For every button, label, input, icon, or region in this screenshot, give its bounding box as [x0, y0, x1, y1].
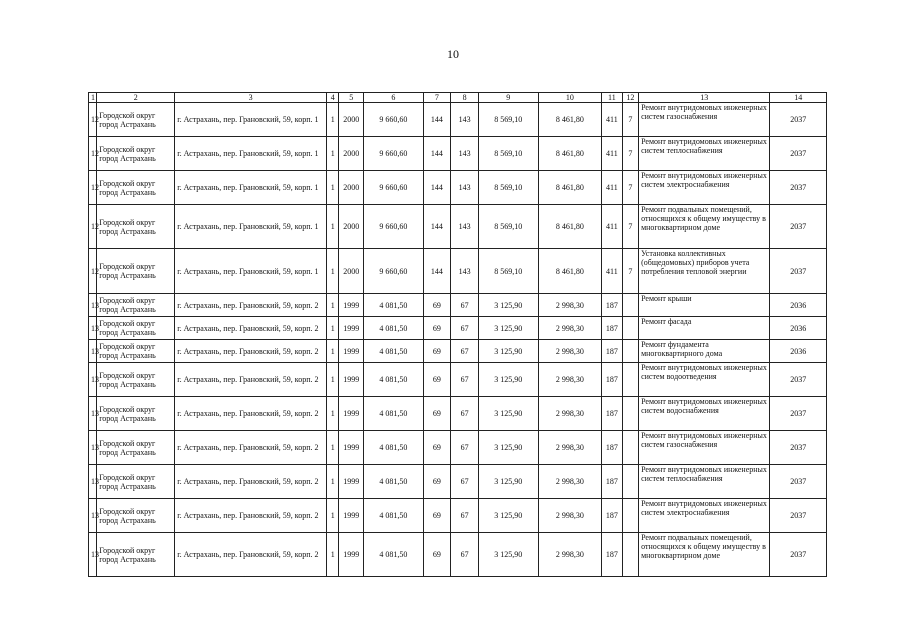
cell-planned-year: 2037	[770, 171, 827, 205]
cell-area-9: 8 569,10	[478, 205, 538, 249]
cell-col-7: 144	[423, 103, 451, 137]
cell-col-7: 69	[423, 397, 451, 431]
cell-residents: 187	[602, 465, 623, 499]
cell-col-4: 1	[327, 294, 339, 317]
cell-col-12: 7	[622, 249, 638, 294]
cell-area-10: 2 998,30	[538, 317, 602, 340]
cell-residents: 187	[602, 317, 623, 340]
cell-area-9: 3 125,90	[478, 340, 538, 363]
cell-col-12	[622, 397, 638, 431]
cell-col-8: 143	[451, 205, 479, 249]
cell-residents: 411	[602, 205, 623, 249]
cell-col-7: 69	[423, 499, 451, 533]
cell-work-type: Ремонт фасада	[639, 317, 770, 340]
cell-group-number: 13	[89, 465, 97, 499]
cell-col-7: 69	[423, 317, 451, 340]
cell-year: 1999	[339, 431, 364, 465]
cell-year: 1999	[339, 499, 364, 533]
cell-col-12	[622, 363, 638, 397]
cell-work-type: Ремонт подвальных помещений, относящихся к общему имуществу в многоквартирном доме	[639, 533, 770, 577]
cell-col-8: 67	[451, 363, 479, 397]
cell-municipality: Городской округ город Астрахань	[97, 533, 175, 577]
cell-work-type: Ремонт внутридомовых инженерных систем водоснабжения	[639, 397, 770, 431]
cell-group-number: 13	[89, 363, 97, 397]
cell-address: г. Астрахань, пер. Грановский, 59, корп. 1	[175, 249, 327, 294]
cell-col-7: 144	[423, 171, 451, 205]
cell-residents: 411	[602, 171, 623, 205]
cell-col-4: 1	[327, 137, 339, 171]
cell-address: г. Астрахань, пер. Грановский, 59, корп. 2	[175, 431, 327, 465]
table-row	[89, 249, 827, 294]
cell-col-12	[622, 533, 638, 577]
cell-group-number: 13	[89, 397, 97, 431]
column-number-4: 4	[327, 93, 339, 103]
cell-work-type: Ремонт внутридомовых инженерных систем электроснабжения	[639, 499, 770, 533]
cell-address: г. Астрахань, пер. Грановский, 59, корп. 1	[175, 171, 327, 205]
cell-planned-year: 2037	[770, 137, 827, 171]
cell-work-type: Ремонт внутридомовых инженерных систем газоснабжения	[639, 431, 770, 465]
cell-planned-year: 2036	[770, 294, 827, 317]
cell-col-7: 69	[423, 294, 451, 317]
cell-planned-year: 2037	[770, 103, 827, 137]
cell-col-8: 67	[451, 397, 479, 431]
cell-group-number: 13	[89, 294, 97, 317]
table-row	[89, 363, 827, 397]
cell-area-10: 8 461,80	[538, 249, 602, 294]
cell-total-area: 4 081,50	[364, 340, 424, 363]
cell-col-12	[622, 431, 638, 465]
cell-area-9: 3 125,90	[478, 533, 538, 577]
cell-col-12: 7	[622, 137, 638, 171]
cell-total-area: 9 660,60	[364, 171, 424, 205]
table-row	[89, 499, 827, 533]
cell-planned-year: 2036	[770, 340, 827, 363]
cell-col-4: 1	[327, 103, 339, 137]
cell-work-type: Ремонт внутридомовых инженерных систем водоотведения	[639, 363, 770, 397]
cell-address: г. Астрахань, пер. Грановский, 59, корп. 1	[175, 205, 327, 249]
cell-group-number: 12	[89, 205, 97, 249]
table-row	[89, 137, 827, 171]
cell-year: 1999	[339, 294, 364, 317]
cell-area-9: 3 125,90	[478, 465, 538, 499]
column-number-8: 8	[451, 93, 479, 103]
cell-planned-year: 2037	[770, 465, 827, 499]
cell-municipality: Городской округ город Астрахань	[97, 340, 175, 363]
cell-area-10: 2 998,30	[538, 294, 602, 317]
cell-residents: 187	[602, 499, 623, 533]
cell-area-9: 8 569,10	[478, 249, 538, 294]
cell-col-8: 143	[451, 171, 479, 205]
cell-col-12: 7	[622, 171, 638, 205]
cell-planned-year: 2037	[770, 499, 827, 533]
cell-municipality: Городской округ город Астрахань	[97, 465, 175, 499]
cell-address: г. Астрахань, пер. Грановский, 59, корп. 1	[175, 137, 327, 171]
cell-area-9: 3 125,90	[478, 397, 538, 431]
cell-work-type: Ремонт внутридомовых инженерных систем электроснабжения	[639, 171, 770, 205]
cell-total-area: 9 660,60	[364, 137, 424, 171]
cell-residents: 187	[602, 340, 623, 363]
cell-planned-year: 2037	[770, 397, 827, 431]
cell-col-7: 144	[423, 137, 451, 171]
cell-municipality: Городской округ город Астрахань	[97, 397, 175, 431]
cell-area-10: 8 461,80	[538, 137, 602, 171]
cell-total-area: 4 081,50	[364, 317, 424, 340]
cell-year: 1999	[339, 363, 364, 397]
cell-municipality: Городской округ город Астрахань	[97, 317, 175, 340]
cell-municipality: Городской округ город Астрахань	[97, 363, 175, 397]
cell-year: 2000	[339, 171, 364, 205]
cell-group-number: 13	[89, 340, 97, 363]
cell-col-12	[622, 340, 638, 363]
table-row	[89, 340, 827, 363]
cell-year: 1999	[339, 340, 364, 363]
cell-col-8: 67	[451, 465, 479, 499]
cell-year: 1999	[339, 533, 364, 577]
cell-col-4: 1	[327, 397, 339, 431]
cell-area-10: 2 998,30	[538, 363, 602, 397]
cell-work-type: Ремонт крыши	[639, 294, 770, 317]
cell-col-4: 1	[327, 363, 339, 397]
cell-col-12: 7	[622, 205, 638, 249]
cell-col-4: 1	[327, 533, 339, 577]
cell-planned-year: 2037	[770, 533, 827, 577]
cell-work-type: Ремонт внутридомовых инженерных систем газоснабжения	[639, 103, 770, 137]
cell-area-9: 3 125,90	[478, 317, 538, 340]
table-row	[89, 397, 827, 431]
cell-municipality: Городской округ город Астрахань	[97, 249, 175, 294]
cell-year: 1999	[339, 465, 364, 499]
cell-planned-year: 2037	[770, 363, 827, 397]
cell-total-area: 4 081,50	[364, 499, 424, 533]
cell-address: г. Астрахань, пер. Грановский, 59, корп. 2	[175, 340, 327, 363]
cell-planned-year: 2037	[770, 205, 827, 249]
cell-total-area: 9 660,60	[364, 103, 424, 137]
cell-col-4: 1	[327, 499, 339, 533]
cell-col-12	[622, 294, 638, 317]
column-number-6: 6	[364, 93, 424, 103]
cell-col-7: 69	[423, 533, 451, 577]
table-row	[89, 294, 827, 317]
cell-planned-year: 2037	[770, 249, 827, 294]
table-row	[89, 317, 827, 340]
cell-address: г. Астрахань, пер. Грановский, 59, корп. 2	[175, 465, 327, 499]
column-number-5: 5	[339, 93, 364, 103]
column-number-2: 2	[97, 93, 175, 103]
cell-area-10: 2 998,30	[538, 465, 602, 499]
cell-residents: 187	[602, 397, 623, 431]
cell-municipality: Городской округ город Астрахань	[97, 171, 175, 205]
cell-total-area: 4 081,50	[364, 431, 424, 465]
cell-address: г. Астрахань, пер. Грановский, 59, корп. 2	[175, 363, 327, 397]
table-row	[89, 533, 827, 577]
cell-col-8: 67	[451, 499, 479, 533]
cell-group-number: 12	[89, 137, 97, 171]
cell-area-9: 3 125,90	[478, 294, 538, 317]
cell-col-12	[622, 317, 638, 340]
column-number-3: 3	[175, 93, 327, 103]
cell-col-8: 143	[451, 249, 479, 294]
cell-year: 2000	[339, 137, 364, 171]
cell-group-number: 13	[89, 317, 97, 340]
cell-col-8: 67	[451, 431, 479, 465]
cell-area-9: 3 125,90	[478, 431, 538, 465]
cell-col-8: 67	[451, 533, 479, 577]
column-number-9: 9	[478, 93, 538, 103]
cell-col-4: 1	[327, 465, 339, 499]
cell-residents: 187	[602, 363, 623, 397]
cell-total-area: 4 081,50	[364, 397, 424, 431]
cell-col-7: 69	[423, 340, 451, 363]
column-number-1: 1	[89, 93, 97, 103]
column-number-13: 13	[639, 93, 770, 103]
page-number: 10	[447, 47, 459, 61]
cell-col-8: 143	[451, 137, 479, 171]
cell-year: 2000	[339, 103, 364, 137]
cell-year: 2000	[339, 249, 364, 294]
cell-municipality: Городской округ город Астрахань	[97, 103, 175, 137]
cell-area-10: 8 461,80	[538, 171, 602, 205]
cell-total-area: 4 081,50	[364, 533, 424, 577]
cell-area-9: 8 569,10	[478, 103, 538, 137]
cell-address: г. Астрахань, пер. Грановский, 59, корп. 2	[175, 317, 327, 340]
cell-area-9: 8 569,10	[478, 137, 538, 171]
cell-year: 1999	[339, 317, 364, 340]
cell-municipality: Городской округ город Астрахань	[97, 431, 175, 465]
cell-municipality: Городской округ город Астрахань	[97, 137, 175, 171]
cell-col-4: 1	[327, 317, 339, 340]
cell-municipality: Городской округ город Астрахань	[97, 499, 175, 533]
cell-area-10: 2 998,30	[538, 397, 602, 431]
cell-col-4: 1	[327, 171, 339, 205]
cell-col-7: 144	[423, 205, 451, 249]
cell-area-9: 3 125,90	[478, 363, 538, 397]
cell-col-4: 1	[327, 431, 339, 465]
cell-col-7: 69	[423, 363, 451, 397]
cell-address: г. Астрахань, пер. Грановский, 59, корп. 2	[175, 499, 327, 533]
cell-total-area: 9 660,60	[364, 249, 424, 294]
column-number-row	[89, 93, 827, 103]
cell-total-area: 9 660,60	[364, 205, 424, 249]
cell-address: г. Астрахань, пер. Грановский, 59, корп. 2	[175, 533, 327, 577]
cell-col-12: 7	[622, 103, 638, 137]
cell-total-area: 4 081,50	[364, 294, 424, 317]
cell-col-4: 1	[327, 249, 339, 294]
cell-area-10: 2 998,30	[538, 340, 602, 363]
cell-area-9: 3 125,90	[478, 499, 538, 533]
table-row	[89, 103, 827, 137]
cell-municipality: Городской округ город Астрахань	[97, 205, 175, 249]
column-number-11: 11	[602, 93, 623, 103]
cell-col-4: 1	[327, 205, 339, 249]
cell-residents: 187	[602, 431, 623, 465]
column-number-10: 10	[538, 93, 602, 103]
cell-residents: 187	[602, 533, 623, 577]
cell-col-7: 144	[423, 249, 451, 294]
cell-area-10: 2 998,30	[538, 533, 602, 577]
cell-col-7: 69	[423, 431, 451, 465]
table-row	[89, 431, 827, 465]
cell-work-type: Установка коллективных (общедомовых) приборов учета потребления тепловой энергии	[639, 249, 770, 294]
cell-col-4: 1	[327, 340, 339, 363]
cell-group-number: 13	[89, 499, 97, 533]
cell-group-number: 13	[89, 431, 97, 465]
cell-year: 2000	[339, 205, 364, 249]
cell-area-10: 2 998,30	[538, 499, 602, 533]
cell-planned-year: 2037	[770, 431, 827, 465]
cell-area-10: 8 461,80	[538, 103, 602, 137]
cell-address: г. Астрахань, пер. Грановский, 59, корп. 2	[175, 397, 327, 431]
cell-col-8: 67	[451, 294, 479, 317]
cell-total-area: 4 081,50	[364, 465, 424, 499]
cell-group-number: 12	[89, 171, 97, 205]
cell-work-type: Ремонт внутридомовых инженерных систем теплоснабжения	[639, 465, 770, 499]
cell-area-10: 8 461,80	[538, 205, 602, 249]
cell-residents: 411	[602, 249, 623, 294]
cell-col-8: 143	[451, 103, 479, 137]
cell-col-7: 69	[423, 465, 451, 499]
cell-col-12	[622, 465, 638, 499]
cell-area-9: 8 569,10	[478, 171, 538, 205]
column-number-14: 14	[770, 93, 827, 103]
cell-group-number: 13	[89, 533, 97, 577]
cell-col-8: 67	[451, 340, 479, 363]
table-row	[89, 465, 827, 499]
cell-work-type: Ремонт подвальных помещений, относящихся к общему имуществу в многоквартирном доме	[639, 205, 770, 249]
cell-group-number: 12	[89, 103, 97, 137]
cell-area-10: 2 998,30	[538, 431, 602, 465]
cell-total-area: 4 081,50	[364, 363, 424, 397]
table-row	[89, 205, 827, 249]
capital-repair-table	[88, 92, 827, 577]
cell-residents: 411	[602, 137, 623, 171]
column-number-7: 7	[423, 93, 451, 103]
cell-col-12	[622, 499, 638, 533]
cell-municipality: Городской округ город Астрахань	[97, 294, 175, 317]
column-number-12: 12	[622, 93, 638, 103]
cell-work-type: Ремонт внутридомовых инженерных систем теплоснабжения	[639, 137, 770, 171]
table-body	[89, 103, 827, 577]
cell-address: г. Астрахань, пер. Грановский, 59, корп. 2	[175, 294, 327, 317]
cell-work-type: Ремонт фундамента многоквартирного дома	[639, 340, 770, 363]
cell-col-8: 67	[451, 317, 479, 340]
cell-address: г. Астрахань, пер. Грановский, 59, корп. 1	[175, 103, 327, 137]
cell-residents: 411	[602, 103, 623, 137]
cell-year: 1999	[339, 397, 364, 431]
cell-planned-year: 2036	[770, 317, 827, 340]
cell-residents: 187	[602, 294, 623, 317]
table-row	[89, 171, 827, 205]
cell-group-number: 12	[89, 249, 97, 294]
